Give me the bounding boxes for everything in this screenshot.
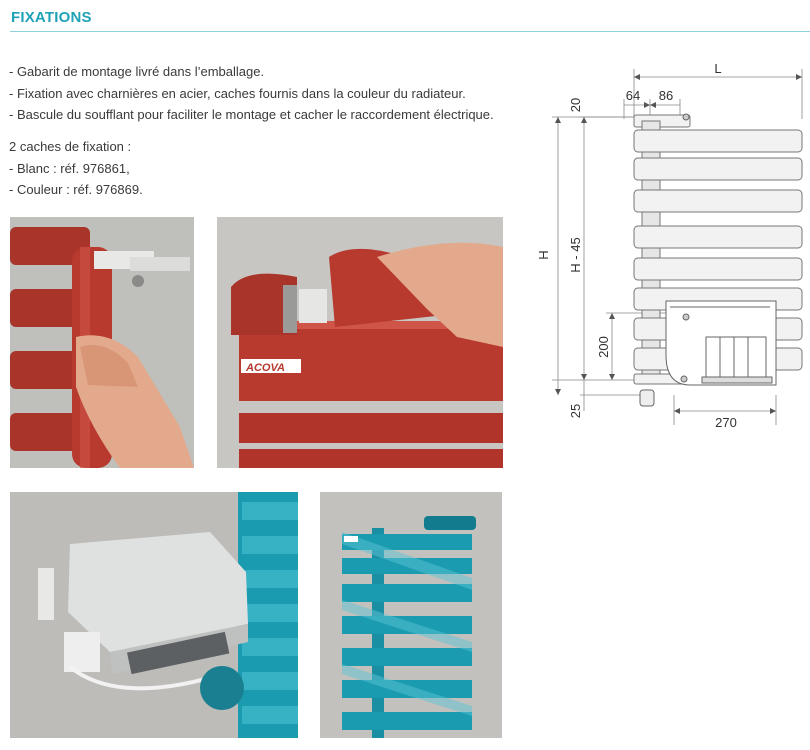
- photo-hinge-hand: [10, 217, 194, 468]
- photo-cache-red: [217, 217, 503, 468]
- caches-heading: 2 caches de fixation :: [9, 139, 132, 154]
- technical-drawing: [530, 55, 810, 435]
- dim-25: 25: [568, 403, 583, 419]
- title-divider: [10, 31, 810, 32]
- dim-h-45: H - 45: [568, 237, 583, 273]
- photo-radiator-teal: [320, 492, 502, 738]
- dim-64: 64: [625, 88, 641, 103]
- feature-item: - Gabarit de montage livré dans l’emballage.: [9, 64, 265, 79]
- section-title: FIXATIONS: [11, 9, 92, 26]
- caches-list: [9, 136, 143, 201]
- dim-86: 86: [658, 88, 674, 103]
- dim-l: L: [714, 61, 722, 76]
- dim-20: 20: [568, 97, 583, 113]
- caches-item-white: - Blanc : réf. 976861,: [9, 160, 130, 176]
- dim-270: 270: [715, 415, 737, 430]
- feature-item: - Fixation avec charnières en acier, caches fournis dans la couleur du radiateur.: [9, 85, 466, 101]
- photo-blower-white: [10, 492, 298, 738]
- feature-item: - Bascule du soufflant pour faciliter le montage et cacher le raccordement électrique.: [9, 107, 494, 122]
- dim-h: H: [536, 250, 551, 260]
- dim-200: 200: [596, 336, 611, 358]
- feature-list: [9, 61, 494, 126]
- brand-label: ACOVA: [246, 362, 285, 374]
- caches-item-color: - Couleur : réf. 976869.: [9, 182, 143, 197]
